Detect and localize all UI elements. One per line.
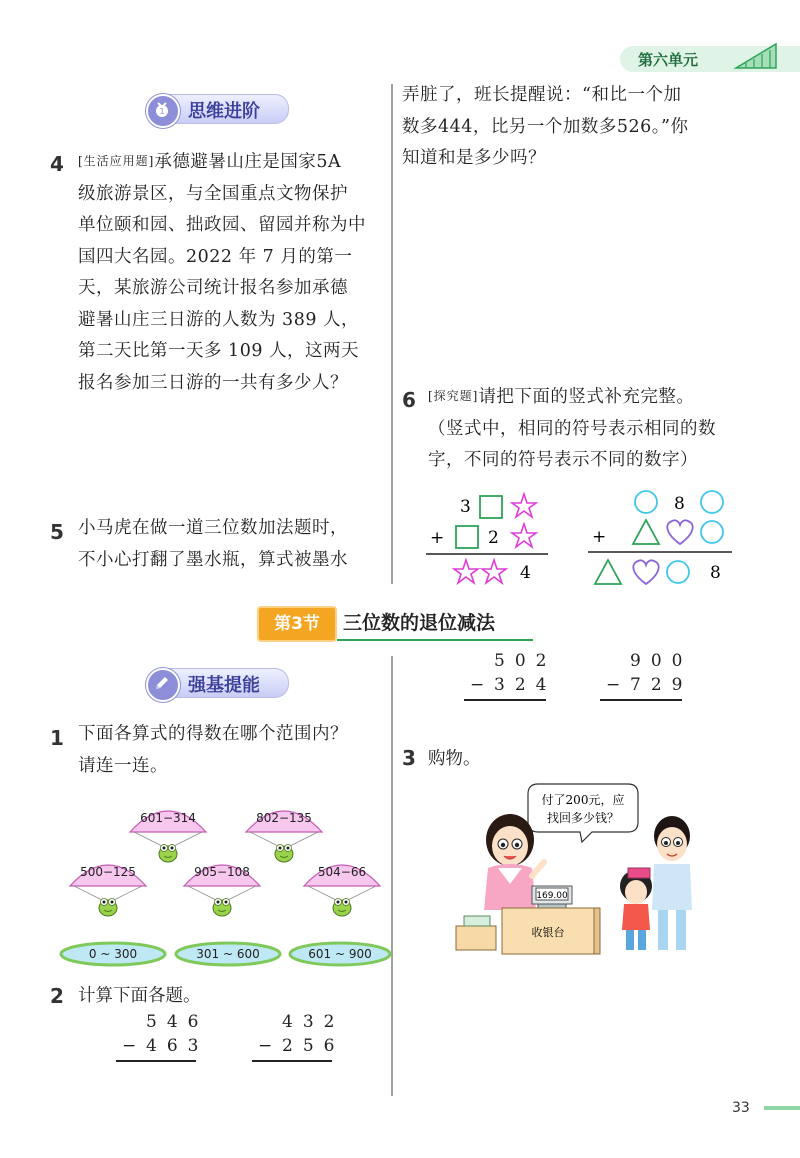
triangle-symbol [595,560,621,584]
circle-symbol [701,521,723,543]
page-number: 33 [732,1100,750,1116]
question-number-3: 3 [402,746,416,770]
question-number-4: 4 [50,152,64,176]
puzzle1-top-digit: 3 [460,497,471,517]
column-divider-top [391,84,393,584]
section-thinking [147,94,289,124]
shopping-illustration [452,780,704,962]
unit-tab [620,46,800,72]
medal-icon [146,94,180,128]
bubble-line-1: 付了200元，应 [541,793,625,807]
puzzle2-result-digit: 8 [710,563,721,583]
parachute-1-label: 601−314 [140,811,196,825]
section-basics [147,668,289,698]
section-thinking-title: 思维进阶 [188,101,260,122]
question-5-text-left: 小马虎在做一道三位数加法题时， 不小心打翻了墨水瓶，算式被墨水 [78,518,348,570]
svg-text:1: 1 [159,107,165,116]
question-2-text: 计算下面各题。 [78,986,201,1006]
heart-symbol [667,520,692,544]
heart-symbol [633,560,658,584]
parachute-4[interactable] [184,865,260,916]
question-6-tag: [探究题] [428,389,479,403]
puzzle-equation-2 [586,484,736,590]
question-number-5: 5 [50,520,64,544]
pencil-icon [146,668,180,702]
question-number-1: 1 [50,726,64,750]
circle-symbol [701,491,723,513]
counter-sign: 收银台 [531,926,565,939]
pool-1-label: 0 ~ 300 [88,947,138,961]
checkout-counter [456,908,600,954]
parachute-1[interactable] [130,811,206,862]
ruler-triangle-icon [732,40,780,70]
parachute-2-label: 802−135 [256,811,312,825]
pool-2-label: 301 ~ 600 [196,947,260,961]
pool-1[interactable] [61,943,165,965]
chapter-underline [337,639,533,641]
question-3-text: 购物。 [428,749,481,769]
question-4-text: [生活应用题]承德避暑山庄是国家5A 级旅游景区，与全国重点文物保护 单位颐和园、拙政园、留园并称为中 国四大名园。2022 年 7 月的第一 天，某旅游公司统计报名参加承德 避暑山庄三日游的人数为 389 人， 第二天比第一天多 109 人，这两天 报名参加三日游的一共有多少人？ [78,152,366,393]
chapter-title: 三位数的退位减法 [343,612,496,634]
pool-3-label: 601 ~ 900 [308,947,372,961]
triangle-symbol [633,520,659,544]
star-symbol [454,560,478,583]
chapter-badge: 第3节 [257,606,337,642]
pool-3[interactable] [290,943,390,965]
money-icon [628,868,650,878]
puzzle1-result-digit: 4 [520,563,531,583]
parachute-5[interactable] [304,865,380,916]
parachute-3[interactable] [70,865,146,916]
puzzle1-mid-digit: 2 [488,528,499,548]
pool-2[interactable] [176,943,280,965]
circle-symbol [635,491,657,513]
star-symbol [482,560,506,583]
star-symbol [512,524,536,547]
unit-label: 第六单元 [638,51,699,69]
bubble-line-2: 找回多少钱？ [546,811,620,825]
circle-symbol [667,561,689,583]
star-symbol [512,494,536,517]
square-symbol [456,526,478,548]
register-display: 169.00 [536,891,568,901]
question-5-text-right: 弄脏了，班长提醒说：“和比一个加 数多444，比另一个加数多526。”你 知道和是多少吗？ [402,85,689,168]
parachute-3-label: 500−125 [80,865,136,879]
child-figure [620,870,652,950]
square-symbol [480,496,502,518]
question-4-tag: [生活应用题] [78,154,155,168]
question-1-text: 下面各算式的得数在哪个范围内？ 请连一连。 [78,724,348,776]
parachute-4-label: 905−108 [194,865,250,879]
footer-accent-bar [764,1106,800,1110]
puzzle1-plus: + [430,528,445,548]
question-number-6: 6 [402,388,416,412]
speech-bubble [528,784,638,842]
puzzle2-plus: + [592,527,607,547]
puzzle-equation-1 [420,486,550,590]
section-basics-title: 强基提能 [188,675,260,696]
parachute-matching [58,796,392,972]
puzzle2-top-digit: 8 [674,494,685,514]
question-6-text: [探究题]请把下面的竖式补充完整。 （竖式中，相同的符号表示相同的数 字，不同的符号表示不同的数字） [428,387,716,470]
parachute-5-label: 504−66 [317,865,367,879]
question-number-2: 2 [50,984,64,1008]
parachute-2[interactable] [246,811,322,862]
